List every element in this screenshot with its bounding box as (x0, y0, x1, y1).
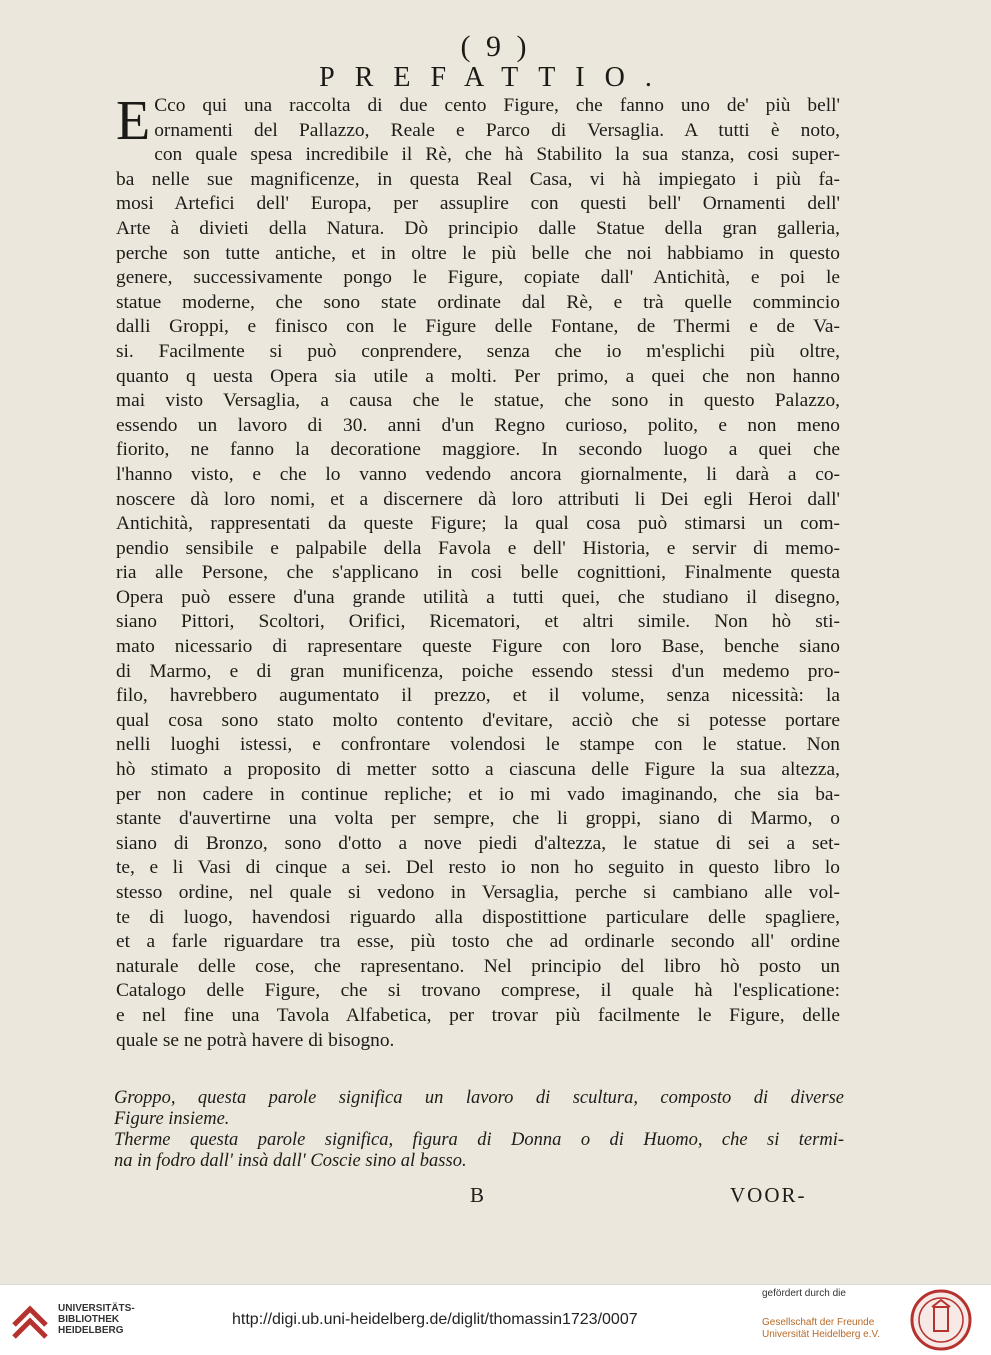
text-line: Opera può essere d'una grande utilità a tutti quei, che studiano il disegno, (116, 586, 840, 608)
text-line: naturale delle cose, che rapresentano. Nel principio del libro hò posto un (116, 955, 840, 977)
text-line: mai visto Versaglia, a causa che le statue, che sono in questo Palazzo, (116, 390, 840, 412)
text-line: perche son tutte antiche, et in oltre le più belle che noi habbiamo in questo (116, 242, 840, 264)
text-line: quale se ne potrà havere di bisogno. (116, 1029, 395, 1051)
permalink-url[interactable]: http://digi.ub.uni-heidelberg.de/diglit/thomassin1723/0007 (232, 1311, 638, 1328)
text-line: ria alle Persone, che s'applicano in cosi belle cognittioni, Finalmente questa (116, 562, 840, 584)
viewer-footer (0, 1284, 991, 1355)
text-line: noscere dà loro nomi, et a discernere dà loro attributi li Dei egli Heroi dall' (116, 488, 840, 510)
text-line: per non cadere in continue repliche; et io mi vado imaginando, che sia ba- (116, 783, 840, 805)
text-line: siano Pittori, Scoltori, Orifici, Ricematori, et altri simile. Non hò sti- (116, 611, 840, 633)
drop-cap: E (116, 90, 151, 152)
page-title: PREFATTIO. (319, 62, 672, 93)
text-line: mosi Artefici dell' Europa, per assuplire con questi bell' Ornamenti dell' (116, 193, 840, 215)
sponsor-name (762, 1317, 880, 1341)
text-line: Arte à divieti della Natura. Dò principio dalle Statue della gran galleria, (116, 217, 840, 239)
signature-mark: B (470, 1183, 485, 1207)
footnote-line: Figure insieme. (114, 1109, 230, 1129)
text-line: Catalogo delle Figure, che si trovano comprese, il quale hà l'esplicatione: (116, 980, 840, 1002)
university-library-logo-icon (10, 1303, 50, 1343)
text-line: te, e li Vasi di cinque a sei. Del resto io non ho seguito in questo libro lo (116, 857, 840, 879)
text-line: te di luogo, havendosi riguardo alla dispostittione particulare delle spagliere, (116, 906, 840, 928)
text-line: ornamenti del Pallazzo, Reale e Parco di Versaglia. A tutti è noto, (154, 119, 840, 141)
text-line: con quale spesa incredibile il Rè, che hà Stabilito la sua stanza, cosi super- (154, 144, 840, 166)
text-line: Antichità, rappresentati da queste Figure; la qual cosa può stimarsi un com- (116, 513, 840, 535)
text-line: l'hanno visto, e che lo vanno vedendo ancora giornalmente, li darà a co- (116, 463, 840, 485)
text-line: nelli luoghi istessi, e confrontare volendosi le stampe con le statue. Non (116, 734, 840, 756)
text-line: essendo un lavoro di 30. anni d'un Regno curioso, polito, e non meno (116, 414, 840, 436)
text-line: siano di Bronzo, sono d'otto a nove piedi d'altezza, le statue di sei a set- (116, 832, 840, 854)
sponsor-name-line: Universität Heidelberg e.V. (762, 1329, 881, 1340)
library-name-line: HEIDELBERG (58, 1325, 124, 1336)
text-line: filo, havrebbero augumentato il prezzo, et il volume, senza nicessità: la (116, 685, 840, 707)
text-line: fiorito, ne fanno la decoratione maggiore. In secondo luogo a quei che (116, 439, 840, 461)
text-line: di Marmo, e di gran munificenza, poiche essendo stessi d'un medemo pro- (116, 660, 840, 682)
preface-text (116, 90, 840, 1053)
library-name-line: BIBLIOTHEK (58, 1314, 120, 1325)
text-line: genere, successivamente pongo le Figure, copiate dall' Antichità, e poi le (116, 267, 840, 289)
text-line: mato nicessario di rapresentare queste Figure con loro Base, benche siano (116, 636, 840, 658)
text-lines (116, 143, 840, 1053)
university-seal-icon (910, 1289, 972, 1351)
page-number: ( 9 ) (460, 30, 531, 63)
text-line: e nel fine una Tavola Alfabetica, per trovar più facilmente le Figure, delle (116, 1004, 840, 1026)
text-line: stesso ordine, nel quale si vedono in Versaglia, perche si cambiano alle vol- (116, 882, 840, 903)
text-line: dalli Groppi, e finisco con le Figure delle Fontane, de Thermi e de Va- (116, 316, 840, 338)
catchword: VOOR- (730, 1183, 807, 1207)
text-line: quanto q uesta Opera sia utile a molti. Per primo, a quei che non hanno (116, 365, 840, 387)
text-line: ba nelle sue magnificenze, in questa Real Casa, vi hà impiegato i più fa- (116, 168, 840, 190)
text-line: statue moderne, che sono state ordinate dal Rè, e trà quelle commincio (116, 291, 840, 313)
sponsor-label: gefördert durch die (762, 1288, 846, 1299)
text-line: hò stimato a proposito di metter sotto a ciascuna delle Figure la sua altezza, (116, 759, 840, 781)
footnote-line: Groppo, questa parole significa un lavoro di scultura, composto di diverse (114, 1088, 844, 1108)
text-line: si. Facilmente si può conprendere, senza che io m'esplichi più oltre, (116, 340, 840, 362)
library-name-line: UNIVERSITÄTS- (58, 1303, 135, 1314)
text-line: qual cosa sono stato molto contento d'evitare, acciò che si potesse portare (116, 709, 840, 731)
library-name (58, 1303, 135, 1336)
footnote-line: Therme questa parole significa, figura di Donna o di Huomo, che si termi- (114, 1130, 844, 1150)
text-line: pendio sensibile e palpabile della Favola e dell' Historia, e servir di memo- (116, 537, 840, 559)
text-line: stante d'auvertirne una volta per sempre, che li groppi, siano di Marmo, o (116, 808, 840, 830)
footnotes (114, 1088, 844, 1172)
sponsor-name-line: Gesellschaft der Freunde (762, 1317, 875, 1328)
text-line: et a farle riguardare tra esse, più tosto che ad ordinarle secondo all' ordine (116, 931, 840, 953)
text-line: Cco qui una raccolta di due cento Figure, che fanno uno de' più bell' (154, 95, 840, 116)
footnote-line: na in fodro dall' insà dall' Coscie sino al basso. (114, 1151, 467, 1171)
